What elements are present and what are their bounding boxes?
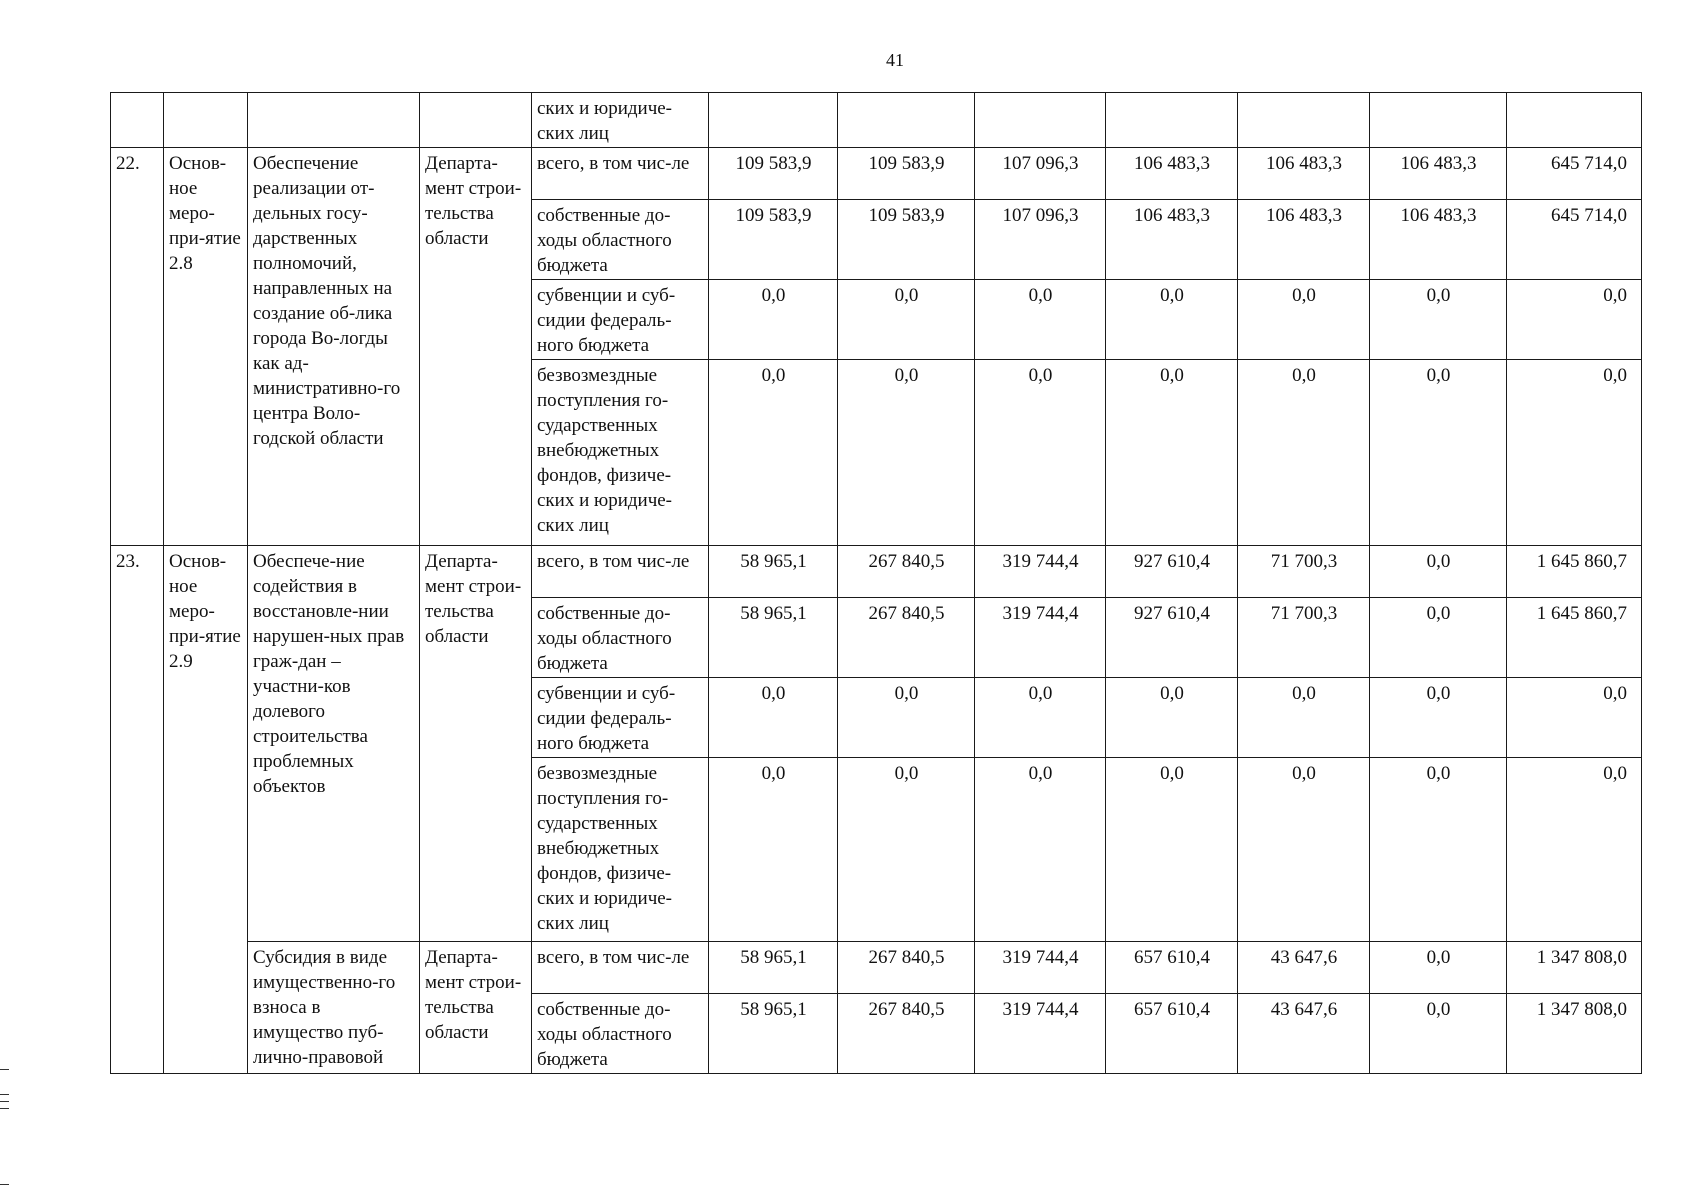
value-cell: 0,0: [838, 678, 975, 758]
subsidy-executor: Департа-мент строи-тельства области: [420, 942, 532, 1074]
value-cell: 0,0: [838, 758, 975, 942]
value-cell: 106 483,3: [1238, 148, 1370, 200]
entry-executor: Департа-мент строи-тельства области: [420, 546, 532, 942]
source-cell: собственные до-ходы областного бюджета: [532, 598, 709, 678]
value-cell: 0,0: [1238, 758, 1370, 942]
total-cell: 1 347 808,0: [1507, 942, 1642, 994]
entry-number: 23.: [111, 546, 164, 1074]
value-cell: 267 840,5: [838, 598, 975, 678]
value-cell: 0,0: [1238, 360, 1370, 546]
value-cell: 0,0: [1370, 994, 1507, 1074]
value-cell: 0,0: [1238, 678, 1370, 758]
value-cell: 106 483,3: [1370, 200, 1507, 280]
value-cell: 58 965,1: [709, 942, 838, 994]
table-row: [111, 942, 1642, 994]
value-cell: 657 610,4: [1106, 942, 1238, 994]
page-number: 41: [886, 50, 904, 70]
source-cell: всего, в том чис-ле: [532, 148, 709, 200]
value-cell: 319 744,4: [975, 942, 1106, 994]
entry-name: Обеспече-ние содействия в восстановле-нии нарушен-ных прав граж-дан – участни-ков долевого строительства проблемных объектов: [248, 546, 420, 942]
source-cell: собственные до-ходы областного бюджета: [532, 200, 709, 280]
value-cell: 0,0: [1370, 546, 1507, 598]
total-cell: 645 714,0: [1507, 200, 1642, 280]
value-cell: 106 483,3: [1106, 148, 1238, 200]
total-cell: 1 645 860,7: [1507, 546, 1642, 598]
total-cell: 0,0: [1507, 678, 1642, 758]
value-cell: 0,0: [1106, 360, 1238, 546]
value-cell: 109 583,9: [709, 148, 838, 200]
total-cell: 0,0: [1507, 758, 1642, 942]
total-cell: 1 645 860,7: [1507, 598, 1642, 678]
value-cell: 71 700,3: [1238, 546, 1370, 598]
scan-margin-mark: [0, 1101, 9, 1102]
scan-margin-mark: [0, 1094, 9, 1095]
source-cell: субвенции и суб-сидии федераль-ного бюджета: [532, 280, 709, 360]
value-cell: 0,0: [1370, 360, 1507, 546]
value-cell: 319 744,4: [975, 546, 1106, 598]
continuation-row: [111, 93, 1642, 148]
value-cell: 0,0: [1106, 280, 1238, 360]
value-cell: 106 483,3: [1238, 200, 1370, 280]
source-cell: безвозмездные поступления го-сударственных внебюджетных фондов, физиче-ских и юридиче-ских лиц: [532, 360, 709, 546]
value-cell: 0,0: [1370, 678, 1507, 758]
value-cell: 267 840,5: [838, 546, 975, 598]
budget-table: [110, 92, 1642, 1074]
source-cell: субвенции и суб-сидии федераль-ного бюджета: [532, 678, 709, 758]
value-cell: 58 965,1: [709, 994, 838, 1074]
value-cell: 0,0: [1370, 758, 1507, 942]
value-cell: 319 744,4: [975, 994, 1106, 1074]
source-cell: безвозмездные поступления го-сударственных внебюджетных фондов, физиче-ских и юридиче-ских лиц: [532, 758, 709, 942]
value-cell: 0,0: [709, 758, 838, 942]
value-cell: 0,0: [1370, 598, 1507, 678]
value-cell: 0,0: [709, 280, 838, 360]
value-cell: 107 096,3: [975, 200, 1106, 280]
entry-name: Обеспечение реализации от-дельных госу-дарственных полномочий, направленных на создание об-лика города Во-логды как ад-министративно-го центра Воло-годской области: [248, 148, 420, 546]
total-cell: 0,0: [1507, 280, 1642, 360]
value-cell: 43 647,6: [1238, 994, 1370, 1074]
value-cell: 0,0: [709, 360, 838, 546]
value-cell: 0,0: [1106, 758, 1238, 942]
value-cell: 0,0: [975, 280, 1106, 360]
value-cell: 71 700,3: [1238, 598, 1370, 678]
value-cell: 58 965,1: [709, 546, 838, 598]
value-cell: 0,0: [709, 678, 838, 758]
total-cell: 0,0: [1507, 360, 1642, 546]
value-cell: 927 610,4: [1106, 546, 1238, 598]
value-cell: 0,0: [975, 360, 1106, 546]
value-cell: 0,0: [1370, 280, 1507, 360]
source-cell: всего, в том чис-ле: [532, 942, 709, 994]
entry-type: Основ-ное меро-при-ятие 2.8: [164, 148, 248, 546]
table-row: [111, 148, 1642, 200]
subsidy-name: Субсидия в виде имущественно-го взноса в имущество пуб-лично-правовой: [248, 942, 420, 1074]
entry-type: Основ-ное меро-при-ятие 2.9: [164, 546, 248, 1074]
entry-executor: Департа-мент строи-тельства области: [420, 148, 532, 546]
value-cell: 0,0: [1238, 280, 1370, 360]
value-cell: 58 965,1: [709, 598, 838, 678]
value-cell: 0,0: [975, 758, 1106, 942]
value-cell: 106 483,3: [1106, 200, 1238, 280]
value-cell: 657 610,4: [1106, 994, 1238, 1074]
source-cell: собственные до-ходы областного бюджета: [532, 994, 709, 1074]
scan-margin-mark: [0, 1108, 9, 1109]
value-cell: 43 647,6: [1238, 942, 1370, 994]
value-cell: 0,0: [1370, 942, 1507, 994]
total-cell: 645 714,0: [1507, 148, 1642, 200]
scan-margin-mark: [0, 1069, 9, 1070]
value-cell: 0,0: [838, 280, 975, 360]
value-cell: 267 840,5: [838, 942, 975, 994]
source-cell: всего, в том чис-ле: [532, 546, 709, 598]
value-cell: 319 744,4: [975, 598, 1106, 678]
value-cell: 927 610,4: [1106, 598, 1238, 678]
value-cell: 0,0: [838, 360, 975, 546]
total-cell: 1 347 808,0: [1507, 994, 1642, 1074]
value-cell: 267 840,5: [838, 994, 975, 1074]
table-row: [111, 546, 1642, 598]
value-cell: 107 096,3: [975, 148, 1106, 200]
value-cell: 109 583,9: [838, 148, 975, 200]
value-cell: 0,0: [1106, 678, 1238, 758]
value-cell: 106 483,3: [1370, 148, 1507, 200]
value-cell: 109 583,9: [838, 200, 975, 280]
source-cell: ских и юридиче-ских лиц: [532, 93, 709, 148]
value-cell: 109 583,9: [709, 200, 838, 280]
entry-number: 22.: [111, 148, 164, 546]
value-cell: 0,0: [975, 678, 1106, 758]
scan-margin-mark: [0, 1184, 9, 1185]
